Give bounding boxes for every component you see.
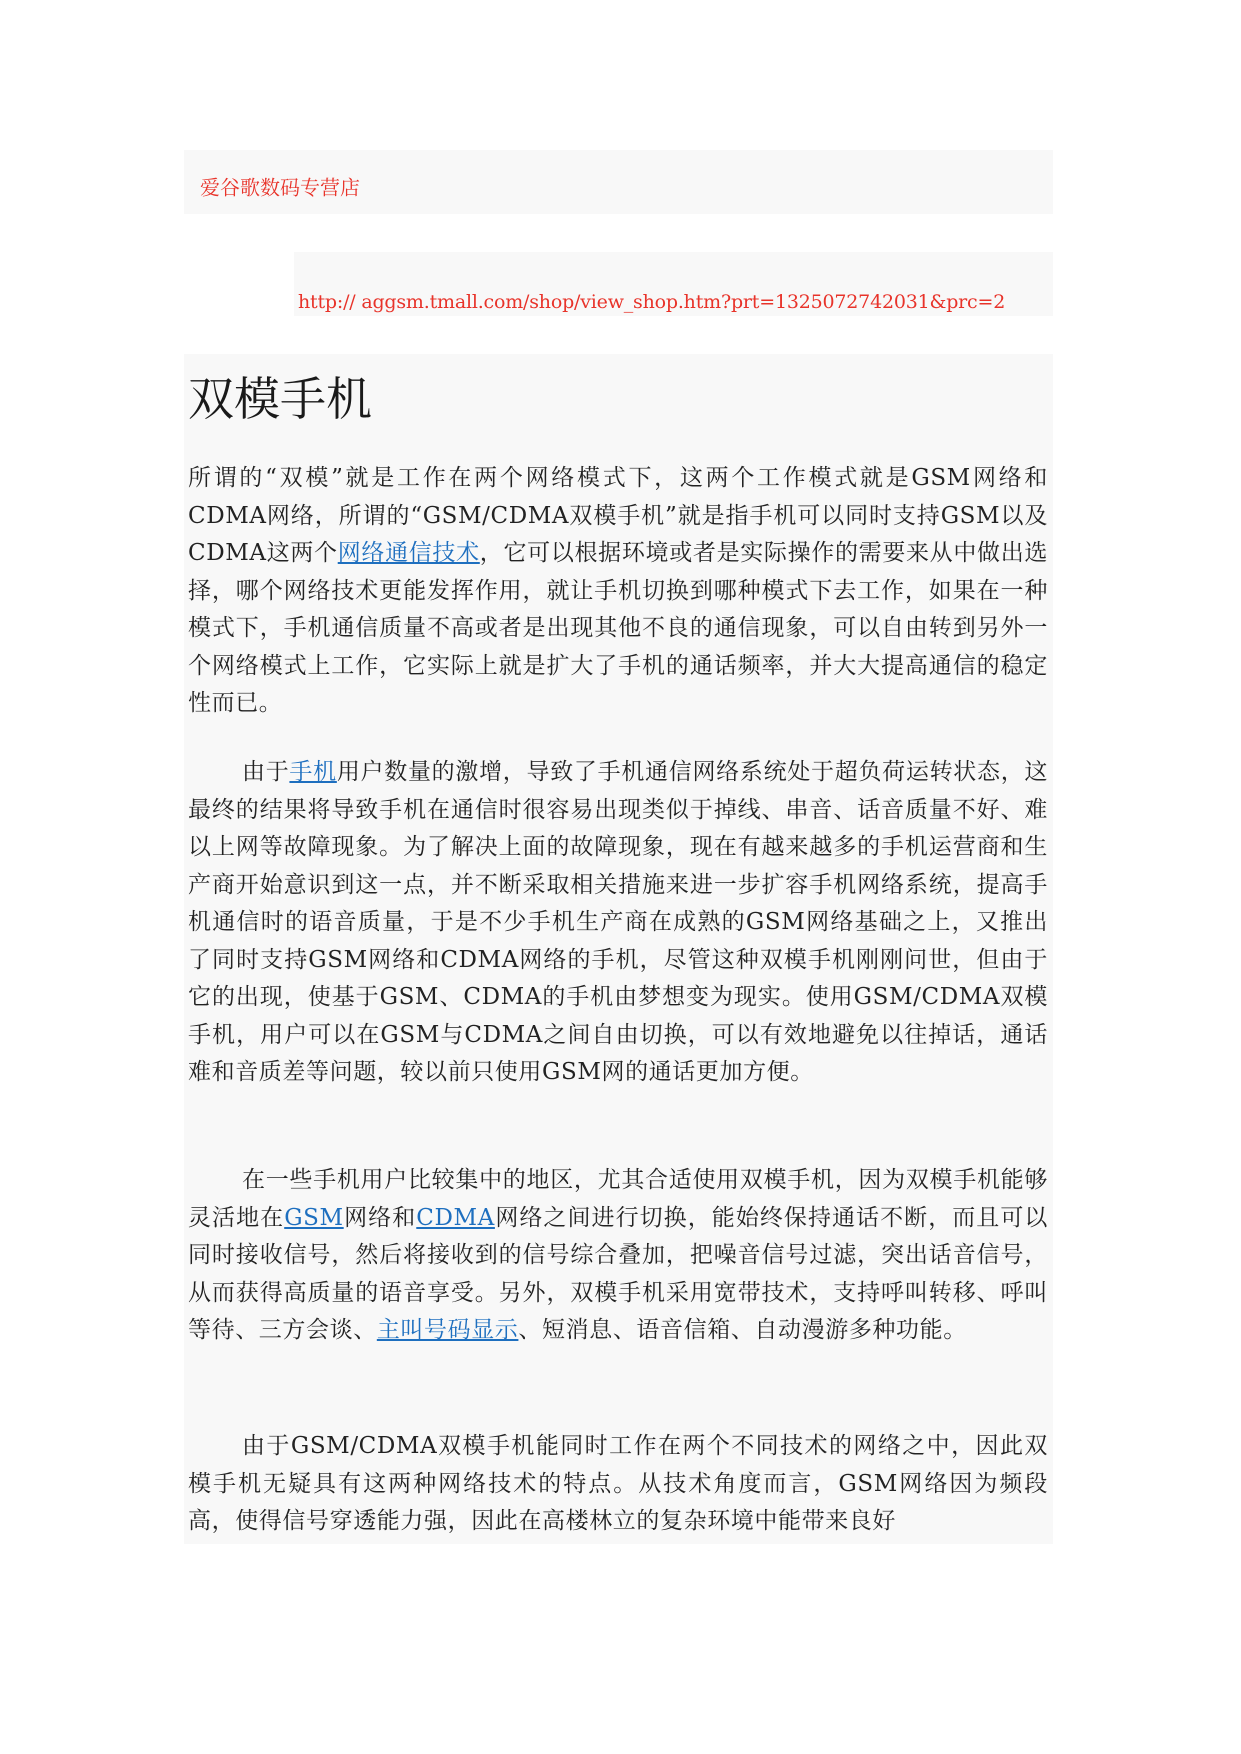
article-body [184, 354, 1053, 1544]
paragraph-3-text-c: 网络之间进行切换，能始终保持通话不断，而且可以同时接收信号，然后将接收到的信号综合叠加，把噪音信号过滤，突出话音信号，从而获得高质量的语音享受。另外，双模手机采用宽带技术，支持呼叫转移、呼叫等待、三方会谈、 [188, 1204, 1048, 1343]
paragraph-1-text-a: 所谓的“双模”就是工作在两个网络模式下，这两个工作模式就是GSM网络和CDMA网络，所谓的“GSM/CDMA双模手机”就是指手机可以同时支持GSM以及CDMA这两个 [188, 465, 1048, 566]
paragraph-3-text-d: 、短消息、语音信箱、自动漫游多种功能。 [518, 1317, 967, 1343]
article-title: 双模手机 [188, 372, 372, 426]
paragraph-2-text-b: 用户数量的激增，导致了手机通信网络系统处于超负荷运转状态，这最终的结果将导致手机在通信时很容易出现类似于掉线、串音、话音质量不好、难以上网等故障现象。为了解决上面的故障现象，现在有越来越多的手机运营商和生产商开始意识到这一点，并不断采取相关措施来进一步扩容手机网络系统，提高手机通信时的语音质量，于是不少手机生产商在成熟的GSM网络基础之上，又推出了同时支持GSM网络和CDMA网络的手机，尽管这种双模手机刚刚问世，但由于它的出现，使基于GSM、CDMA的手机由梦想变为现实。使用GSM/CDMA双模手机，用户可以在GSM与CDMA之间自由切换，可以有效地避免以往掉话，通话难和音质差等问题，较以前只使用GSM网的通话更加方便。 [188, 759, 1049, 1085]
link-mobile-phone[interactable]: 手机 [289, 759, 337, 785]
shop-url[interactable]: http:// aggsm.tmall.com/shop/view_shop.htm?prt=1325072742031&prc=2 [298, 291, 1006, 313]
link-gsm[interactable]: GSM [284, 1204, 344, 1231]
shop-url-block [294, 252, 1053, 316]
paragraph-4 [188, 1428, 1048, 1541]
link-cdma[interactable]: CDMA [416, 1204, 495, 1231]
paragraph-4-text-a: 由于GSM/CDMA双模手机能同时工作在两个不同技术的网络之中，因此双模手机无疑具有这两种网络技术的特点。从技术角度而言，GSM网络因为频段高，使得信号穿透能力强，因此在高楼林立的复杂环境中能带来良好 [188, 1433, 1048, 1534]
paragraph-1-text-b: ，它可以根据环境或者是实际操作的需要来从中做出选择，哪个网络技术更能发挥作用，就让手机切换到哪种模式下去工作，如果在一种模式下，手机通信质量不高或者是出现其他不良的通信现象，可以自由转到另外一个网络模式上工作，它实际上就是扩大了手机的通话频率，并大大提高通信的稳定性而已。 [188, 540, 1048, 716]
paragraph-2-text-a: 由于 [242, 759, 290, 785]
link-network-communication-tech[interactable]: 网络通信技术 [337, 540, 480, 566]
paragraph-1 [188, 460, 1048, 723]
paragraph-3-text-a: 在一些手机用户比较集中的地区，尤其合适使用双模手机，因为双模手机能够灵活地在 [188, 1167, 1048, 1231]
link-caller-id[interactable]: 主叫号码显示 [376, 1317, 519, 1343]
paragraph-2 [188, 754, 1048, 1092]
shop-name-block [184, 150, 1053, 214]
shop-name[interactable]: 爱谷歌数码专营店 [200, 175, 360, 200]
paragraph-3 [188, 1162, 1048, 1350]
paragraph-3-text-b: 网络和 [343, 1204, 417, 1231]
